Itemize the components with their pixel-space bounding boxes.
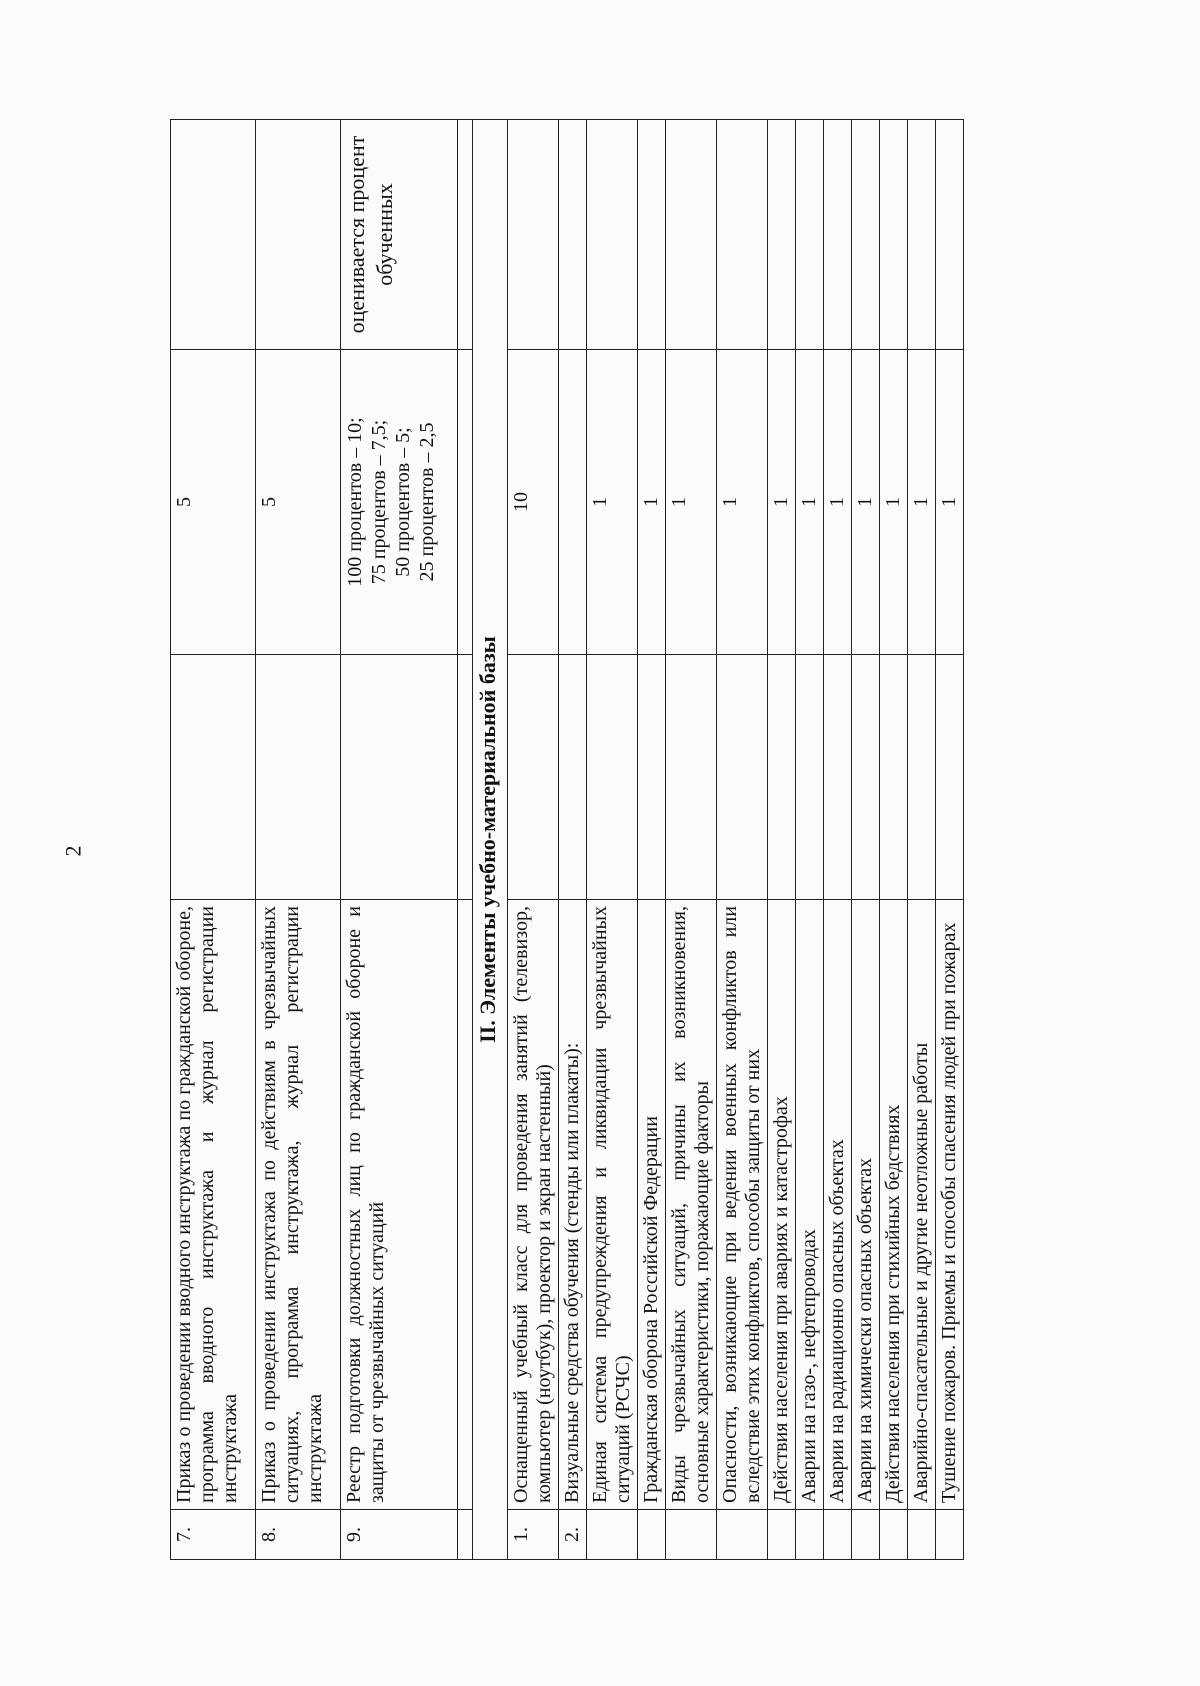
row-name: Реестр подготовки должностных лиц по гражданской обороне и защиты от чрезвычайных ситуаций — [341, 900, 458, 1510]
row-empty-cell — [852, 655, 880, 900]
row-note — [852, 120, 880, 350]
table-row — [796, 120, 824, 1560]
row-empty-cell — [508, 655, 559, 900]
row-name: Аварии на радиационно опасных объектах — [824, 900, 852, 1510]
row-empty-cell — [936, 655, 964, 900]
scale-line: 50 процентов – 5; — [392, 427, 414, 577]
row-note — [508, 120, 559, 350]
row-name: Визуальные средства обучения (стенды или плакаты): — [559, 900, 587, 1510]
table-row — [824, 120, 852, 1560]
row-note — [717, 120, 768, 350]
row-empty-cell — [908, 655, 936, 900]
row-note — [824, 120, 852, 350]
table-row — [508, 120, 559, 1560]
row-empty-cell — [880, 655, 908, 900]
row-number — [638, 1510, 666, 1560]
table-row — [666, 120, 717, 1560]
row-number — [880, 1510, 908, 1560]
row-value: 1 — [768, 350, 796, 655]
row-note — [880, 120, 908, 350]
row-name: Аварийно-спасательные и другие неотложные работы — [908, 900, 936, 1510]
scale-line: 75 процентов – 7,5; — [368, 419, 390, 585]
row-value — [559, 350, 587, 655]
row-empty-cell — [341, 655, 458, 900]
row-number — [936, 1510, 964, 1560]
row-number — [587, 1510, 638, 1560]
section-title: II. Элементы учебно-материальной базы — [473, 120, 508, 1560]
materials-rows — [508, 120, 964, 1560]
row-note — [256, 120, 341, 350]
row-note — [559, 120, 587, 350]
row-name: Оснащенный учебный класс для проведения занятий (телевизор, компьютер (ноутбук), проектор и экран настенный) — [508, 900, 559, 1510]
row-name: Виды чрезвычайных ситуаций, причины их возникновения, основные характеристики, поражающие факторы — [666, 900, 717, 1510]
row-number: 9. — [341, 1510, 458, 1560]
row-note — [796, 120, 824, 350]
row-note — [768, 120, 796, 350]
row-value: 1 — [852, 350, 880, 655]
table-row — [936, 120, 964, 1560]
row-number — [852, 1510, 880, 1560]
row-value: 1 — [880, 350, 908, 655]
row-value: 1 — [796, 350, 824, 655]
row-number — [796, 1510, 824, 1560]
table-row — [768, 120, 796, 1560]
row-number: 1. — [508, 1510, 559, 1560]
row-value: 1 — [908, 350, 936, 655]
row-number — [666, 1510, 717, 1560]
row-name: Единая система предупреждения и ликвидации чрезвычайных ситуаций (РСЧС) — [587, 900, 638, 1510]
section-header-row — [473, 120, 508, 1560]
row-value: 1 — [666, 350, 717, 655]
table-row — [717, 120, 768, 1560]
table-row — [587, 120, 638, 1560]
table-row — [171, 120, 256, 1560]
row-name: Действия населения при стихийных бедствиях — [880, 900, 908, 1510]
row-empty-cell — [171, 655, 256, 900]
row-empty-cell — [638, 655, 666, 900]
row-empty-cell — [666, 655, 717, 900]
row-empty-cell — [796, 655, 824, 900]
row-empty-cell — [824, 655, 852, 900]
row-value: 1 — [936, 350, 964, 655]
row-name: Действия населения при авариях и катастрофах — [768, 900, 796, 1510]
row-note — [587, 120, 638, 350]
row-number — [908, 1510, 936, 1560]
row-value: 1 — [717, 350, 768, 655]
row-value-scale — [341, 350, 458, 655]
materials-table — [170, 119, 964, 1560]
table-row — [908, 120, 936, 1560]
row-name: Гражданская оборона Российской Федерации — [638, 900, 666, 1510]
table-row — [852, 120, 880, 1560]
row-name: Тушение пожаров. Приемы и способы спасения людей при пожарах — [936, 900, 964, 1510]
table-row — [341, 120, 458, 1560]
row-name: Приказ о проведении инструктажа по действиям в чрезвычайных ситуациях, программа инструктажа, журнал регистрации инструктажа — [256, 900, 341, 1510]
table-row — [880, 120, 908, 1560]
page-number: 2 — [60, 845, 86, 857]
row-number — [824, 1510, 852, 1560]
scale-line: 25 процентов – 2,5 — [416, 422, 438, 582]
row-value: 10 — [508, 350, 559, 655]
row-note — [666, 120, 717, 350]
row-name: Аварии на химически опасных объектах — [852, 900, 880, 1510]
rotated-page-content — [170, 120, 1100, 1560]
row-note — [908, 120, 936, 350]
row-note — [638, 120, 666, 350]
row-note — [171, 120, 256, 350]
row-value: 1 — [638, 350, 666, 655]
row-empty-cell — [768, 655, 796, 900]
row-value: 5 — [171, 350, 256, 655]
row-number: 2. — [559, 1510, 587, 1560]
row-number: 8. — [256, 1510, 341, 1560]
row-name: Приказ о проведении вводного инструктажа по гражданской обороне, программа вводного инструктажа и журнал регистрации инструктажа — [171, 900, 256, 1510]
row-value: 1 — [587, 350, 638, 655]
row-value: 1 — [824, 350, 852, 655]
row-note — [936, 120, 964, 350]
row-empty-cell — [256, 655, 341, 900]
row-number — [717, 1510, 768, 1560]
row-name: Аварии на газо-, нефтепроводах — [796, 900, 824, 1510]
row-empty-cell — [587, 655, 638, 900]
row-empty-cell — [717, 655, 768, 900]
spacer-row — [458, 120, 473, 1560]
row-number: 7. — [171, 1510, 256, 1560]
row-note: оценивается процент обученных — [341, 120, 458, 350]
row-value: 5 — [256, 350, 341, 655]
row-name: Опасности, возникающие при ведении военных конфликтов или вследствие этих конфликтов, способы защиты от них — [717, 900, 768, 1510]
table-row — [638, 120, 666, 1560]
table-row — [256, 120, 341, 1560]
table-row — [559, 120, 587, 1560]
row-number — [768, 1510, 796, 1560]
row-empty-cell — [559, 655, 587, 900]
scale-line: 100 процентов – 10; — [344, 417, 366, 587]
